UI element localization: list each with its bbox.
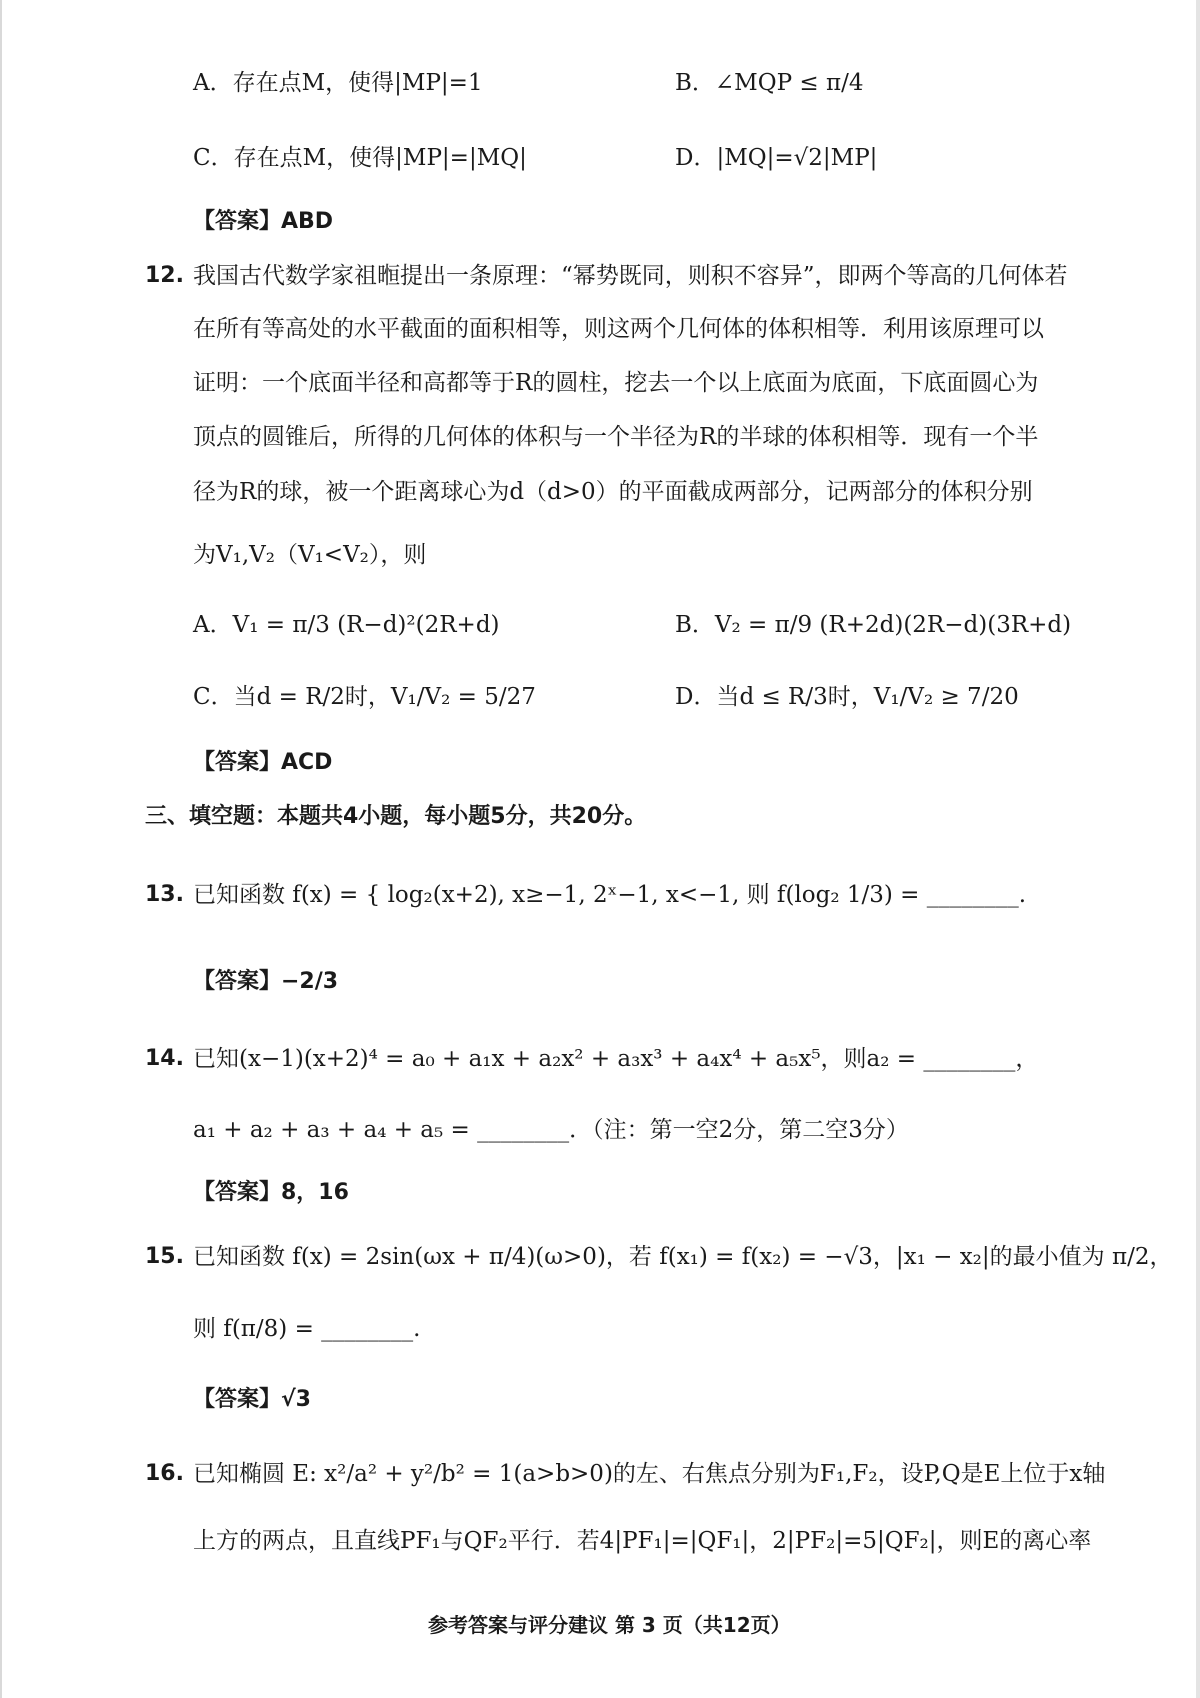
q11-option-a: A．存在点M，使得|MP|=1 (193, 70, 483, 96)
q15-number: 15. (145, 1244, 184, 1269)
q11-answer: 【答案】ABD (193, 209, 334, 234)
q14-answer: 【答案】8，16 (193, 1180, 349, 1205)
q12-option-b: B．V₂ = π/9 (R+2d)(2R−d)(3R+d) (675, 612, 1072, 638)
q12-option-a: A．V₁ = π/3 (R−d)²(2R+d) (193, 612, 500, 638)
q13-answer: 【答案】−2/3 (193, 969, 339, 994)
section-heading: 三、填空题：本题共4小题，每小题5分，共20分。 (145, 804, 647, 829)
q13-number: 13. (145, 882, 184, 907)
q14-line-2: a₁ + a₂ + a₃ + a₄ + a₅ = ________．（注：第一空2分，第二空3分） (193, 1117, 909, 1143)
q15-line-1: 已知函数 f(x) = 2sin(ωx + π/4)(ω>0)，若 f(x₁) = f(x₂) = −√3，|x₁ − x₂|的最小值为 π/2， (193, 1244, 1173, 1270)
q14-number: 14. (145, 1046, 184, 1071)
page-left-edge (0, 0, 2, 1698)
page-right-edge (1196, 0, 1200, 1698)
q12-answer: 【答案】ACD (193, 750, 333, 775)
q11-option-d: D．|MQ|=√2|MP| (675, 145, 878, 171)
q15-line-2: 则 f(π/8) = ________. (193, 1316, 421, 1342)
q12-line-4: 顶点的圆锥后，所得的几何体的体积与一个半径为R的半球的体积相等．现有一个半 (193, 424, 1039, 450)
q16-number: 16. (145, 1461, 184, 1486)
q15-answer: 【答案】√3 (193, 1387, 311, 1412)
q16-line-1: 已知椭圆 E: x²/a² + y²/b² = 1(a>b>0)的左、右焦点分别为F₁,F₂，设P,Q是E上位于x轴 (193, 1461, 1106, 1487)
q12-option-c: C．当d = R/2时，V₁/V₂ = 5/27 (193, 684, 536, 710)
q11-option-b: B．∠MQP ≤ π/4 (675, 70, 864, 96)
q16-line-2: 上方的两点，且直线PF₁与QF₂平行．若4|PF₁|=|QF₁|，2|PF₂|=5|QF₂|，则E的离心率 (193, 1528, 1092, 1554)
q13-text: 已知函数 f(x) = { log₂(x+2), x≥−1, 2ˣ−1, x<−1, 则 f(log₂ 1/3) = ________. (193, 882, 1027, 908)
q14-line-1: 已知(x−1)(x+2)⁴ = a₀ + a₁x + a₂x² + a₃x³ + a₄x⁴ + a₅x⁵，则a₂ = ________， (193, 1046, 1039, 1072)
page-footer: 参考答案与评分建议 第 3 页（共12页） (428, 1613, 791, 1637)
q12-line-1: 我国古代数学家祖暅提出一条原理：“幂势既同，则积不容异”，即两个等高的几何体若 (193, 263, 1068, 289)
q12-option-d: D．当d ≤ R/3时，V₁/V₂ ≥ 7/20 (675, 684, 1019, 710)
q12-line-5: 径为R的球，被一个距离球心为d（d>0）的平面截成两部分，记两部分的体积分别 (193, 479, 1033, 505)
q12-line-2: 在所有等高处的水平截面的面积相等，则这两个几何体的体积相等．利用该原理可以 (193, 316, 1044, 342)
q12-line-3: 证明：一个底面半径和高都等于R的圆柱，挖去一个以上底面为底面，下底面圆心为 (193, 370, 1039, 396)
q12-line-6: 为V₁,V₂（V₁<V₂），则 (193, 542, 427, 568)
q12-number: 12. (145, 263, 184, 288)
q11-option-c: C．存在点M，使得|MP|=|MQ| (193, 145, 527, 171)
